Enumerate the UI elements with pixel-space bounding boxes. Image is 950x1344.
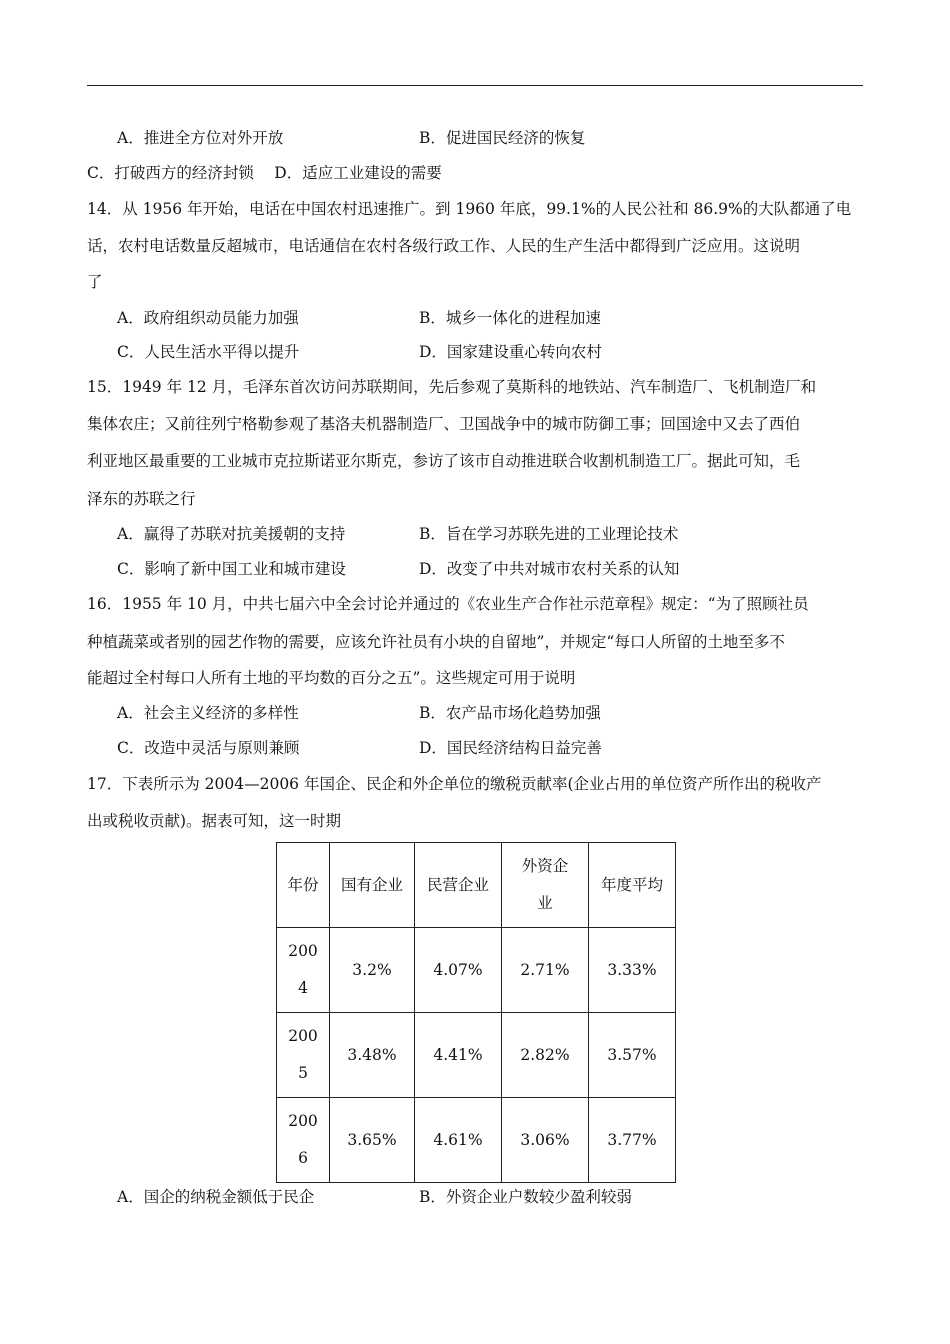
table-cell: 4.41% xyxy=(415,1013,502,1098)
table-header-cell: 民营企业 xyxy=(415,843,502,928)
table-cell: 3.57% xyxy=(589,1013,676,1098)
q15-stem-line-2: 集体农庄；又前往列宁格勒参观了基洛夫机器制造厂、卫国战争中的城市防御工事；回国途中又去了西伯 xyxy=(87,415,801,433)
table-row xyxy=(277,1098,676,1183)
q15-stem-line-4: 泽东的苏联之行 xyxy=(87,490,196,508)
q16-option-b[interactable]: B．农产品市场化趋势加强 xyxy=(419,704,601,722)
table-cell: 3.77% xyxy=(589,1098,676,1183)
table-header-cell: 年度平均 xyxy=(589,843,676,928)
header-rule xyxy=(87,85,863,86)
table-header-cell: 外资企业 xyxy=(502,843,589,928)
table-cell-year: 2005 xyxy=(277,1013,330,1098)
q13-option-a[interactable]: A．推进全方位对外开放 xyxy=(117,129,284,147)
q14-option-a[interactable]: A．政府组织动员能力加强 xyxy=(117,309,299,327)
q15-stem-line-3: 利亚地区最重要的工业城市克拉斯诺亚尔斯克，参访了该市自动推进联合收割机制造工厂。据此可知，毛 xyxy=(87,452,801,470)
q14-option-c[interactable]: C．人民生活水平得以提升 xyxy=(117,343,300,361)
q15-option-c[interactable]: C．影响了新中国工业和城市建设 xyxy=(117,560,346,578)
q17-option-a[interactable]: A．国企的纳税金额低于民企 xyxy=(117,1188,315,1206)
q15-option-b[interactable]: B．旨在学习苏联先进的工业理论技术 xyxy=(419,525,679,543)
q13-options-c-d[interactable]: C．打破西方的经济封锁 D．适应工业建设的需要 xyxy=(87,164,442,182)
table-cell: 3.65% xyxy=(330,1098,415,1183)
q13-option-b[interactable]: B．促进国民经济的恢复 xyxy=(419,129,586,147)
q16-option-a[interactable]: A．社会主义经济的多样性 xyxy=(117,704,299,722)
q14-stem-line-2: 话，农村电话数量反超城市，电话通信在农村各级行政工作、人民的生产生活中都得到广泛应用。这说明 xyxy=(87,237,801,255)
table-cell: 3.2% xyxy=(330,928,415,1013)
q16-stem-line-1: 16．1955 年 10 月，中共七届六中全会讨论并通过的《农业生产合作社示范章程》规定：“为了照顾社员 xyxy=(87,595,809,613)
q14-stem-line-3: 了 xyxy=(87,273,103,291)
table-cell: 3.06% xyxy=(502,1098,589,1183)
table-row xyxy=(277,1013,676,1098)
table-cell-year: 2006 xyxy=(277,1098,330,1183)
q14-option-b[interactable]: B．城乡一体化的进程加速 xyxy=(419,309,601,327)
table-row xyxy=(277,928,676,1013)
q17-stem-line-2: 出或税收贡献)。据表可知，这一时期 xyxy=(87,812,342,830)
q14-stem-line-1: 14．从 1956 年开始，电话在中国农村迅速推广。到 1960 年底，99.1%的人民公社和 86.9%的大队都通了电 xyxy=(87,200,852,218)
q15-option-a[interactable]: A．赢得了苏联对抗美援朝的支持 xyxy=(117,525,346,543)
q15-stem-line-1: 15．1949 年 12 月，毛泽东首次访问苏联期间，先后参观了莫斯科的地铁站、汽车制造厂、飞机制造厂和 xyxy=(87,378,817,396)
table-cell: 3.33% xyxy=(589,928,676,1013)
q16-option-d[interactable]: D．国民经济结构日益完善 xyxy=(419,739,602,757)
q17-stem-line-1: 17．下表所示为 2004—2006 年国企、民企和外企单位的缴税贡献率(企业占用的单位资产所作出的税收产 xyxy=(87,775,822,793)
q14-option-d[interactable]: D．国家建设重心转向农村 xyxy=(419,343,602,361)
table-cell: 4.07% xyxy=(415,928,502,1013)
table-header-cell: 国有企业 xyxy=(330,843,415,928)
q16-stem-line-2: 种植蔬菜或者别的园艺作物的需要，应该允许社员有小块的自留地”，并规定“每口人所留的土地至多不 xyxy=(87,633,785,651)
table-cell: 3.48% xyxy=(330,1013,415,1098)
q17-option-b[interactable]: B．外资企业户数较少盈利较弱 xyxy=(419,1188,632,1206)
tax-contribution-table xyxy=(276,842,676,1183)
table-header-row xyxy=(277,843,676,928)
table-header-cell: 年份 xyxy=(277,843,330,928)
q16-stem-line-3: 能超过全村每口人所有土地的平均数的百分之五”。这些规定可用于说明 xyxy=(87,669,576,687)
table-cell: 2.82% xyxy=(502,1013,589,1098)
q16-option-c[interactable]: C．改造中灵活与原则兼顾 xyxy=(117,739,300,757)
q15-option-d[interactable]: D．改变了中共对城市农村关系的认知 xyxy=(419,560,680,578)
table-cell: 4.61% xyxy=(415,1098,502,1183)
table-cell: 2.71% xyxy=(502,928,589,1013)
table-cell-year: 2004 xyxy=(277,928,330,1013)
